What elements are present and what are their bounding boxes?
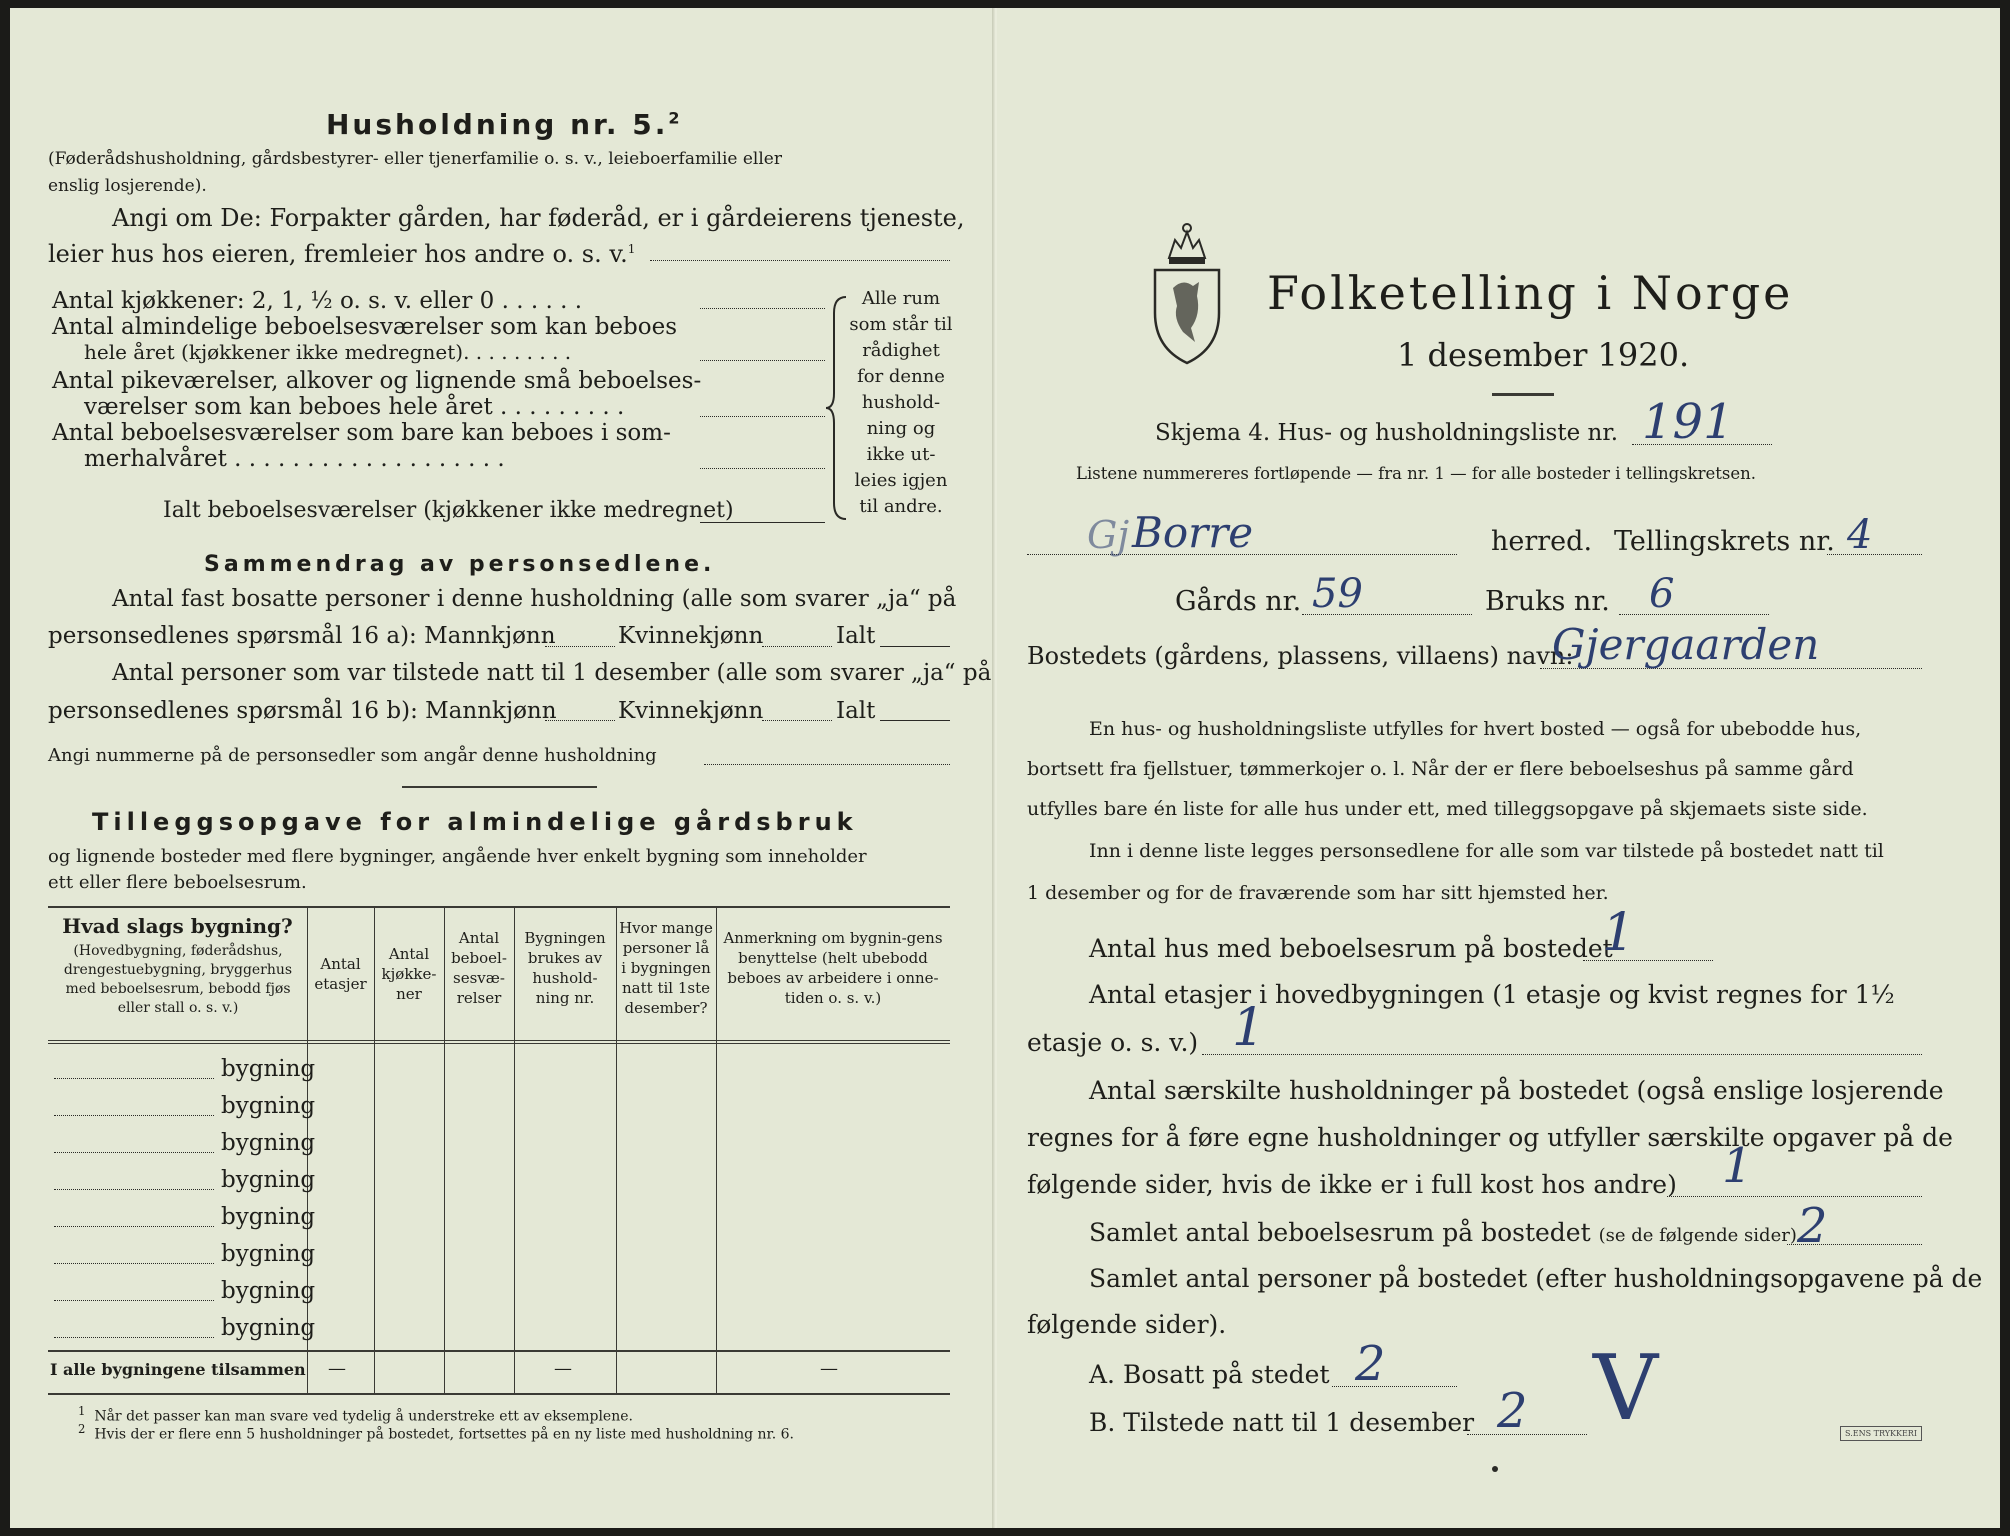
th-remarks: Anmerkning om bygnin-gens benyttelse (helt ubebodd beboes av arbeidere i onne-tiden o. s. v.) xyxy=(723,929,943,1007)
q-rooms-value: 2 xyxy=(1797,1198,1828,1254)
table-row[interactable]: bygning xyxy=(221,1315,316,1341)
q-total: Ialt beboelsesværelser (kjøkkener ikke medregnet) xyxy=(163,498,734,523)
q-floors-2: etasje o. s. v.) xyxy=(1027,1028,1199,1057)
th-kitchens: Antal kjøkke-ner xyxy=(381,945,437,1003)
angi-line-2: leier hus hos eieren, fremleier hos andre o. s. v.$^1$ xyxy=(48,240,636,268)
summary-2-male[interactable] xyxy=(545,720,615,721)
table-row[interactable]: bygning xyxy=(221,1278,316,1304)
summary-1-total-label: Ialt xyxy=(836,623,876,649)
form-title: Folketelling i Norge xyxy=(1267,266,1794,320)
q-a-value: 2 xyxy=(1355,1336,1386,1392)
herred-prefix: Gj xyxy=(1087,513,1130,557)
th-building: Hvad slags bygning? xyxy=(62,914,293,938)
q-kitchens: Antal kjøkkener: 2, 1, ½ o. s. v. eller 0 . . . . . . xyxy=(52,288,583,314)
bosted-label: Bostedets (gårdens, plassens, villaens) navn: xyxy=(1027,642,1574,670)
gards-label: Gårds nr. xyxy=(1175,586,1302,617)
right-page xyxy=(997,8,2000,1528)
q-floors-line[interactable] xyxy=(1202,1054,1922,1055)
household-note-2: enslig losjerende). xyxy=(48,176,207,196)
table-row[interactable]: bygning xyxy=(221,1130,316,1156)
q-a-line[interactable] xyxy=(1332,1386,1457,1387)
footnote-1: $^1$ Når det passer kan man svare ved tydelig å understreke ett av eksemplene. xyxy=(78,1404,633,1425)
bruks-line[interactable] xyxy=(1619,614,1769,615)
dot-mark xyxy=(1492,1466,1498,1472)
summary-1b: personsedlenes spørsmål 16 a): Mannkjønn xyxy=(48,623,556,649)
q-rooms-2: hele året (kjøkkener ikke medregnet). . . . . . . . . xyxy=(84,340,572,364)
q-b-value: 2 xyxy=(1497,1383,1528,1439)
summary-2-female-label: Kvinnekjønn xyxy=(618,698,764,724)
angi-answer-line[interactable] xyxy=(650,260,950,261)
instruction-4: Inn i denne liste legges personsedlene for alle som var tilstede på bostedet natt til xyxy=(1089,840,1884,862)
table-row[interactable]: bygning xyxy=(221,1093,316,1119)
q-households-value: 1 xyxy=(1722,1138,1753,1194)
table-row[interactable]: bygning xyxy=(221,1056,316,1082)
left-page xyxy=(10,8,995,1528)
printer-stamp: S.ENS TRYKKERI xyxy=(1840,1426,1922,1441)
instruction-5: 1 desember og for de fraværende som har sitt hjemsted her. xyxy=(1027,882,1609,904)
herred-label: herred. xyxy=(1491,526,1593,557)
q-a: A. Bosatt på stedet xyxy=(1089,1360,1330,1389)
listene-note: Listene nummereres fortløpende — fra nr. 1 — for alle bosteder i tellingskretsen. xyxy=(1076,464,1757,483)
q-floors-1: Antal etasjer i hovedbygningen (1 etasje og kvist regnes for 1½ xyxy=(1089,980,1895,1009)
summary-title: Sammendrag av personsedlene. xyxy=(204,552,716,577)
check-mark: V xyxy=(1593,1336,1658,1441)
q-floors-value: 1 xyxy=(1232,998,1266,1058)
tellingskrets-line[interactable] xyxy=(1827,554,1922,555)
summary-2a: Antal personer som var tilstede natt til 1 desember (alle som svarer „ja“ på xyxy=(112,660,992,686)
th-rooms: Antal beboel-sesvæ-relser xyxy=(451,929,507,1007)
q-households-3: følgende sider, hvis de ikke er i full kost hos andre) xyxy=(1027,1170,1677,1199)
angi-numbers: Angi nummerne på de personsedler som angår denne husholdning xyxy=(48,745,657,766)
q-maid-2: værelser som kan beboes hele året . . . . . . . . . xyxy=(84,394,625,420)
skjema-value: 191 xyxy=(1642,394,1734,450)
q-total-answer[interactable] xyxy=(700,522,825,523)
summary-1a: Antal fast bosatte personer i denne husholdning (alle som svarer „ja“ på xyxy=(112,586,957,612)
household-note-1: (Føderådshusholdning, gårdsbestyrer- eller tjenerfamilie o. s. v., leieboerfamilie eller xyxy=(48,149,782,169)
herred-value: Borre xyxy=(1132,508,1254,557)
q-summer-1: Antal beboelsesværelser som bare kan beboes i som- xyxy=(52,420,671,446)
summary-2b: personsedlenes spørsmål 16 b): Mannkjønn xyxy=(48,698,557,724)
household-title: Husholdning nr. 5.$^2$ xyxy=(326,108,683,141)
q-summer-answer[interactable] xyxy=(700,468,825,469)
instruction-1: En hus- og husholdningsliste utfylles for hvert bosted — også for ubebodde hus, xyxy=(1089,718,1862,740)
q-kitchens-answer[interactable] xyxy=(700,308,825,309)
total-floors-dash: — xyxy=(328,1358,346,1379)
summary-1-total[interactable] xyxy=(880,646,950,647)
coat-of-arms-icon xyxy=(1147,218,1227,368)
total-used-dash: — xyxy=(554,1358,572,1379)
instruction-2: bortsett fra fjellstuer, tømmerkojer o. l. Når der er flere beboelseshus på samme gård xyxy=(1027,758,1854,780)
q-persons-1: Samlet antal personer på bostedet (efter husholdningsopgavene på de xyxy=(1089,1264,1983,1293)
q-houses-value: 1 xyxy=(1602,903,1636,963)
summary-1-female-label: Kvinnekjønn xyxy=(618,623,764,649)
th-used-by: Bygningen brukes av hushold-ning nr. xyxy=(524,929,606,1007)
table-total-label: I alle bygningene tilsammen xyxy=(50,1360,306,1379)
th-building-desc: (Hovedbygning, føderådshus, drengestuebygning, bryggerhus med beboelsesrum, bebodd fjøs eller stall o. s. v.) xyxy=(63,943,293,1016)
gards-value: 59 xyxy=(1312,571,1363,617)
brace-note: Alle rum som står til rådighet for denne hushold- ning og ikke ut- leies igjen til andre. xyxy=(849,288,953,517)
th-floors: Antal etasjer xyxy=(314,955,367,993)
footnote-2: $^2$ Hvis der er flere enn 5 husholdninger på bostedet, fortsettes på en ny liste med husholdning nr. 6. xyxy=(78,1422,794,1443)
table-row[interactable]: bygning xyxy=(221,1204,316,1230)
bruks-value: 6 xyxy=(1649,571,1675,617)
summary-1-female[interactable] xyxy=(762,646,832,647)
q-households-line[interactable] xyxy=(1667,1196,1922,1197)
table-row[interactable]: bygning xyxy=(221,1167,316,1193)
bruks-label: Bruks nr. xyxy=(1485,586,1610,617)
tillegg-line-1: og lignende bosteder med flere bygninger, angående hver enkelt bygning som inneholder xyxy=(48,846,867,867)
tillegg-line-2: ett eller flere beboelsesrum. xyxy=(48,872,307,893)
total-remarks-dash: — xyxy=(820,1358,838,1379)
angi-line-1: Angi om De: Forpakter gården, har føderåd, er i gårdeierens tjeneste, xyxy=(112,204,965,232)
q-rooms-1: Antal almindelige beboelsesværelser som kan beboes xyxy=(52,314,678,340)
angi-numbers-answer[interactable] xyxy=(704,764,950,765)
title-divider xyxy=(1492,393,1554,396)
q-b: B. Tilstede natt til 1 desember xyxy=(1089,1408,1475,1437)
q-rooms-answer[interactable] xyxy=(700,360,825,361)
summary-2-female[interactable] xyxy=(762,720,832,721)
summary-2-total-label: Ialt xyxy=(836,698,876,724)
q-houses: Antal hus med beboelsesrum på bostedet xyxy=(1089,934,1613,963)
q-maid-answer[interactable] xyxy=(700,416,825,417)
divider xyxy=(402,786,597,788)
bosted-value: Gjergaarden xyxy=(1552,620,1820,669)
form-date: 1 desember 1920. xyxy=(1397,336,1690,374)
tillegg-title: Tilleggsopgave for almindelige gårdsbruk xyxy=(92,808,858,836)
q-persons-2: følgende sider). xyxy=(1027,1310,1227,1339)
instruction-3: utfylles bare én liste for alle hus under ett, med tilleggsopgave på skjemaets siste side. xyxy=(1027,798,1868,820)
summary-1-male[interactable] xyxy=(545,646,615,647)
tellingskrets-value: 4 xyxy=(1847,512,1873,558)
q-rooms: Samlet antal beboelsesrum på bostedet (se de følgende sider) xyxy=(1089,1218,1797,1247)
summary-2-total[interactable] xyxy=(880,720,950,721)
q-summer-2: merhalvåret . . . . . . . . . . . . . . . . . . . xyxy=(84,446,505,472)
tellingskrets-label: Tellingskrets nr. xyxy=(1614,526,1835,557)
skjema-label: Skjema 4. Hus- og husholdningsliste nr. xyxy=(1155,420,1619,446)
q-households-2: regnes for å føre egne husholdninger og utfyller særskilte opgaver på de xyxy=(1027,1123,1953,1152)
table-row[interactable]: bygning xyxy=(221,1241,316,1267)
th-persons: Hvor mange personer lå i bygningen natt til 1ste desember? xyxy=(619,919,713,1017)
q-maid-1: Antal pikeværelser, alkover og lignende små beboelses- xyxy=(52,368,702,394)
q-households-1: Antal særskilte husholdninger på bostedet (også enslige losjerende xyxy=(1089,1076,1944,1105)
